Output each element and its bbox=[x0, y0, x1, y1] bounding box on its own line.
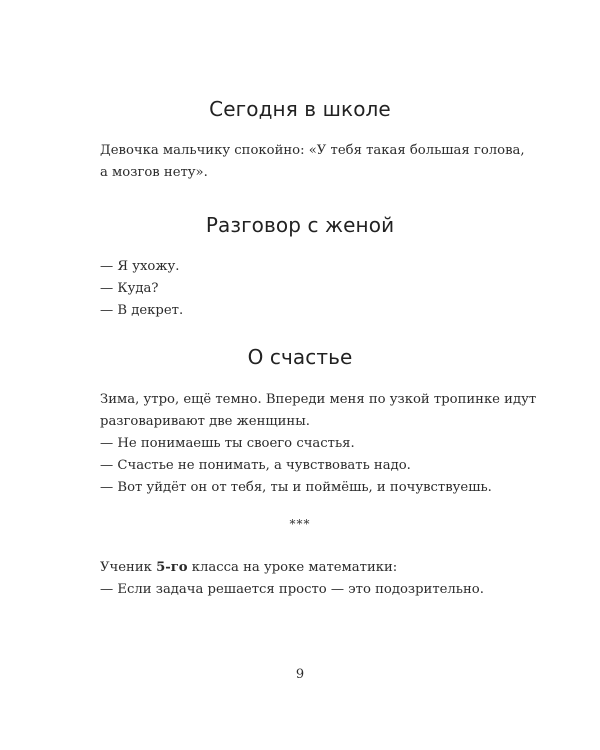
paragraph-math bbox=[100, 557, 500, 601]
dialogue-line: — Если задача решается просто — это подозрительно. bbox=[100, 582, 484, 597]
section-heading-happiness: О счастье bbox=[247, 345, 353, 369]
dialogue-line: — Счастье не понимать, а чувствовать надо. bbox=[100, 458, 411, 473]
dialogue-line: — Куда? bbox=[100, 281, 159, 296]
dialogue-line: — Не понимаешь ты своего счастья. bbox=[100, 436, 355, 451]
text-fragment: Ученик bbox=[100, 560, 157, 575]
text-line: а мозгов нету». bbox=[100, 165, 208, 180]
section-heading-wife: Разговор с женой bbox=[205, 213, 395, 237]
text-line bbox=[100, 557, 500, 579]
dialogue-line: — В декрет. bbox=[100, 303, 184, 318]
section-separator: *** bbox=[289, 517, 311, 531]
paragraph-wife bbox=[100, 256, 500, 322]
text-line: разговаривают две женщины. bbox=[100, 414, 310, 429]
grade-bold: 5-го bbox=[156, 560, 188, 575]
text-line: Зима, утро, ещё темно. Впереди меня по узкой тропинке идут bbox=[100, 392, 537, 407]
paragraph-school bbox=[100, 140, 525, 184]
dialogue-line: — Я ухожу. bbox=[100, 259, 180, 274]
page-number: 9 bbox=[295, 667, 305, 682]
text-fragment: класса на уроке математики: bbox=[187, 560, 398, 575]
section-heading-school: Сегодня в школе bbox=[209, 97, 391, 121]
paragraph-happiness bbox=[100, 389, 537, 499]
dialogue-line: — Вот уйдёт он от тебя, ты и поймёшь, и почувствуешь. bbox=[100, 480, 492, 495]
text-line: Девочка мальчику спокойно: «У тебя такая большая голова, bbox=[100, 143, 525, 158]
